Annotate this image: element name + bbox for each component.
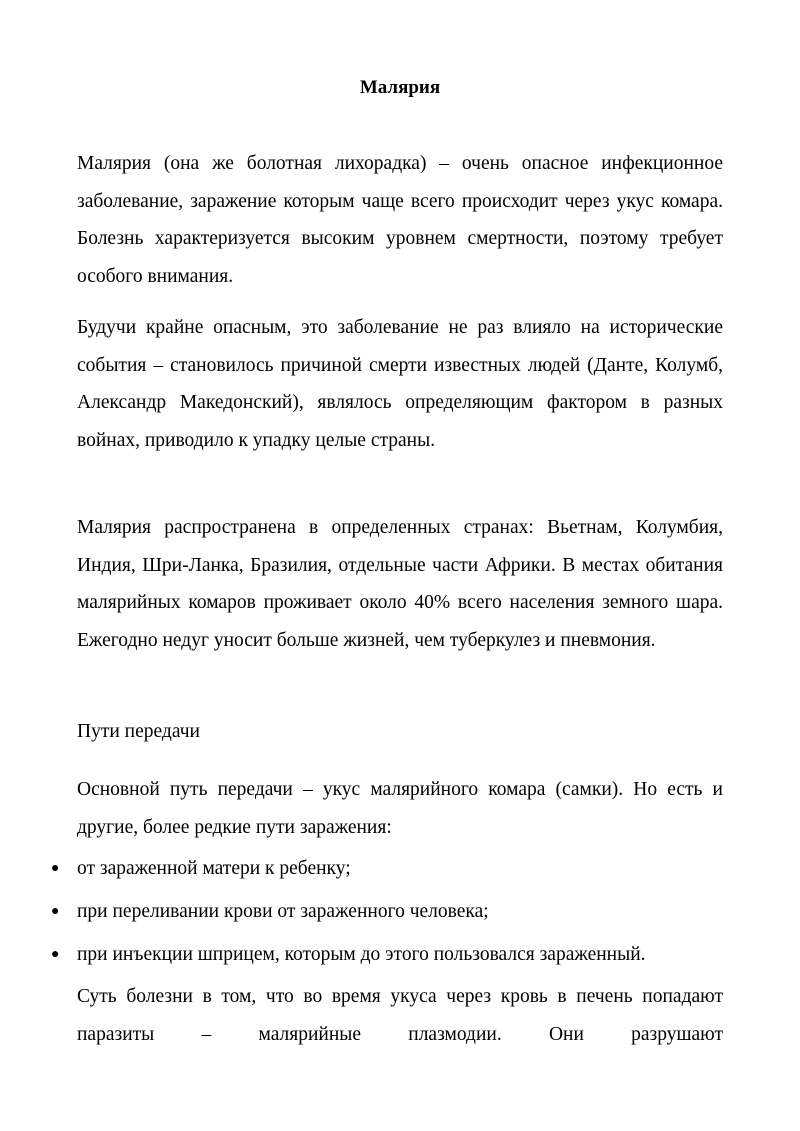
list-item <box>0 893 800 936</box>
paragraph-intro: Малярия (она же болотная лихорадка) – очень опасное инфекционное заболевание, заражение которым чаще всего происходит через укус комара. Болезнь характеризуется высоким уровнем смертности, поэтому требует особого внимания. <box>77 153 723 287</box>
list-item-text: при переливании крови от зараженного человека; <box>77 901 489 922</box>
list-item-text: от зараженной матери к ребенку; <box>77 858 351 879</box>
bullet-icon: ● <box>51 904 60 919</box>
bullet-icon: ● <box>51 861 60 876</box>
paragraph-distribution: Малярия распространена в определенных странах: Вьетнам, Колумбия, Индия, Шри-Ланка, Бразилия, отдельные части Африки. В местах обитания малярийных комаров проживает около 40% всего населения земного шара. Ежегодно недуг уносит больше жизней, чем туберкулез и пневмония. <box>77 517 723 651</box>
bullet-icon: ● <box>51 947 60 962</box>
transmission-list <box>0 850 800 979</box>
list-item <box>0 936 800 979</box>
paragraph-history: Будучи крайне опасным, это заболевание не раз влияло на исторические события – становилось причиной смерти известных людей (Данте, Колумб, Александр Македонский), являлось определяющим фактором в разных войнах, приводило к упадку целые страны. <box>77 317 723 451</box>
document-title: Малярия <box>359 77 441 98</box>
list-item-text: при инъекции шприцем, которым до этого пользовался зараженный. <box>77 944 646 965</box>
list-item <box>0 850 800 893</box>
paragraph-transmission-intro: Основной путь передачи – укус малярийного комара (самки). Но есть и другие, более редкие пути заражения: <box>77 779 723 838</box>
section-heading: Пути передачи <box>77 721 200 742</box>
paragraph-closing: Суть болезни в том, что во время укуса через кровь в печень попадают паразиты – малярийные плазмодии. Они разрушают <box>77 986 723 1045</box>
